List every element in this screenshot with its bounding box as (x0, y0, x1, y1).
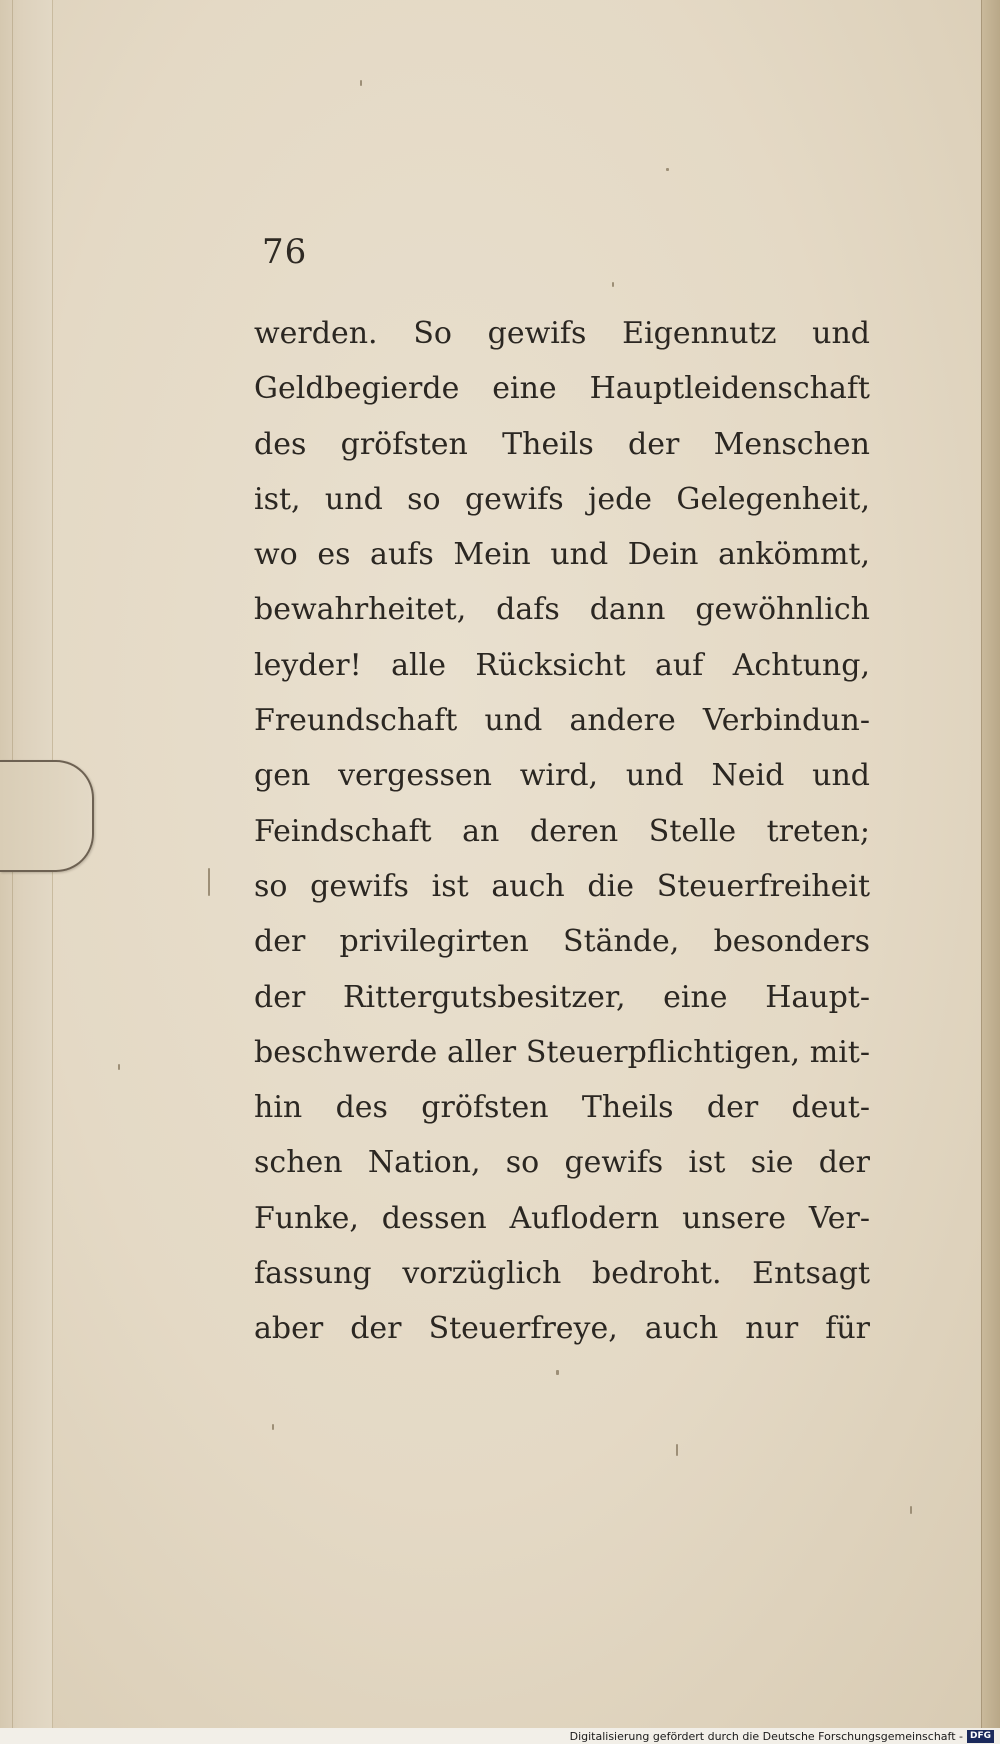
text-line: bewahrheitet, dafs dann gewöhnlich (254, 592, 870, 628)
text-line: Funke, dessen Auflodern unsere Ver- (254, 1200, 870, 1236)
text-line: fassung vorzüglich bedroht. Entsagt (254, 1256, 870, 1292)
paper-speck (360, 80, 362, 86)
binding-clip (0, 760, 94, 872)
text-line: werden. So gewifs Eigennutz und (254, 316, 870, 351)
paper-speck (612, 282, 614, 287)
paper-speck (910, 1506, 912, 1514)
paper-speck (666, 168, 669, 171)
text-line: Freundschaft und andere Verbindun- (254, 703, 870, 739)
text-line: leyder! alle Rücksicht auf Achtung, (254, 647, 870, 683)
text-line: der Rittergutsbesitzer, eine Haupt- (254, 979, 870, 1015)
credit-text: Digitalisierung gefördert durch die Deutsche Forschungsgemeinschaft - (569, 1730, 963, 1743)
facing-page-edge (981, 0, 1000, 1728)
text-line: der privilegirten Stände, besonders (254, 924, 870, 960)
text-line: des gröfsten Theils der Menschen (254, 426, 870, 462)
text-line: so gewifs ist auch die Steuerfreiheit (254, 868, 870, 904)
digitization-credit (570, 1730, 994, 1743)
text-line: aber der Steuerfreye, auch nur für (254, 1311, 870, 1347)
text-line: gen vergessen wird, und Neid und (254, 758, 870, 794)
footer-bar (0, 1728, 1000, 1744)
text-line: beschwerde aller Steuerpflichtigen, mit- (254, 1034, 870, 1070)
paper-speck (272, 1424, 274, 1430)
paper-speck (676, 1444, 678, 1456)
body-text (254, 306, 870, 1357)
text-line: schen Nation, so gewifs ist sie der (254, 1145, 870, 1181)
paper-speck (118, 1064, 120, 1070)
page-number: 76 (262, 232, 308, 272)
text-line: wo es aufs Mein und Dein ankömmt, (254, 537, 870, 573)
paper-speck (556, 1370, 559, 1375)
text-line: Geldbegierde eine Hauptleidenschaft (254, 371, 870, 407)
text-line: ist, und so gewifs jede Gelegenheit, (254, 481, 870, 517)
dfg-logo: DFG (967, 1730, 994, 1743)
text-line: hin des gröfsten Theils der deut- (254, 1090, 870, 1126)
text-line: Feindschaft an deren Stelle treten; (254, 813, 870, 849)
paper-speck (208, 868, 210, 896)
